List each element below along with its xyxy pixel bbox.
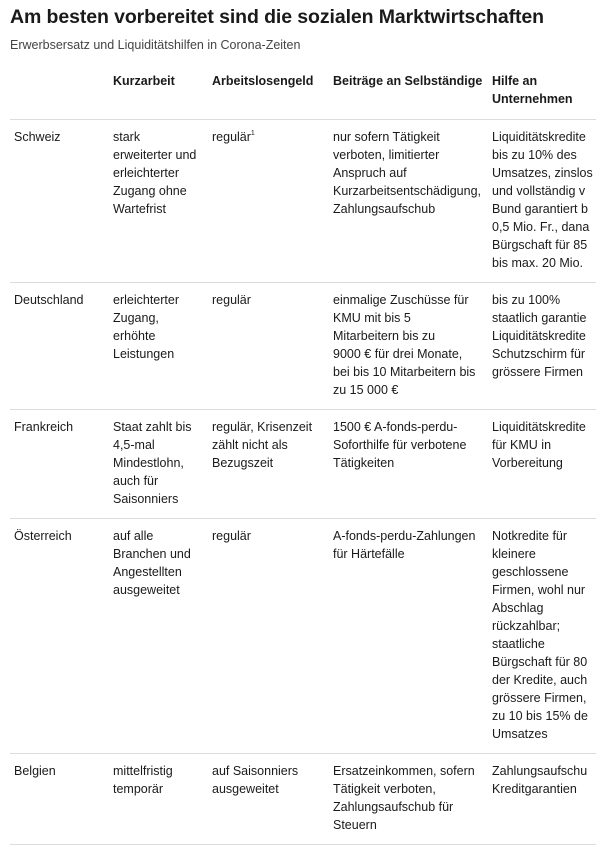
cell-kurzarbeit: mittelfristig temporär: [113, 764, 173, 796]
table-header-row: [10, 72, 596, 120]
cell-kurzarbeit: auf alle Branchen und Angestellten ausgeweitet: [113, 529, 191, 597]
cell-selbstaendige: A-fonds-perdu-Zahlungen für Härtefälle: [333, 529, 476, 561]
cell-unternehmen: Notkredite für kleinere geschlossene Firmen, wohl nur Abschlag rückzahlbar; staatliche Bürgschaft für 80 der Kredite, auch grössere Firmen, zu 10 bis 15% de Umsatzes: [492, 529, 588, 741]
header-selbstaendige: Beiträge an Selbständige: [333, 74, 483, 88]
cell-selbstaendige: einmalige Zuschüsse für KMU mit bis 5 Mitarbeitern bis zu 9000 € für drei Monate, bei bis 10 Mitarbeitern bis zu 15 000 €: [333, 293, 476, 397]
table-row-belgien: [10, 762, 596, 845]
cell-selbstaendige: Ersatzeinkommen, sofern Tätigkeit verboten, Zahlungsaufschub für Steuern: [333, 764, 475, 832]
cell-arbeitslosengeld: regulär, Krisenzeit zählt nicht als Bezugszeit: [212, 420, 313, 470]
cell-kurzarbeit: Staat zahlt bis 4,5-mal Mindestlohn, auch für Saisonniers: [113, 420, 192, 506]
cell-selbstaendige: 1500 € A-fonds-perdu- Soforthilfe für verbotene Tätigkeiten: [333, 420, 467, 470]
cell-unternehmen: Liquiditätskredite für KMU in Vorbereitung: [492, 420, 586, 470]
cell-unternehmen: bis zu 100% staatlich garantie Liquiditätskredite Schutzschirm für grössere Firmen: [492, 293, 587, 379]
table-row-deutschland: [10, 291, 596, 410]
cell-unternehmen: Liquiditätskredite bis zu 10% des Umsatzes, zinslos und vollständig v Bund garantiert b 0,5 Mio. Fr., dana Bürgschaft für 85 bis max. 20 Mio.: [492, 130, 593, 270]
cell-kurzarbeit: erleichterter Zugang, erhöhte Leistungen: [113, 293, 179, 361]
cell-country: Deutschland: [14, 293, 84, 307]
table-row-oesterreich: [10, 527, 596, 754]
header-arbeitslosengeld: Arbeitslosengeld: [212, 74, 314, 88]
cell-kurzarbeit: stark erweiterter und erleichterter Zugang ohne Wartefrist: [113, 130, 197, 216]
page-title: Am besten vorbereitet sind die sozialen Marktwirtschaften: [10, 6, 544, 28]
table-row-frankreich: [10, 418, 596, 519]
cell-country: Österreich: [14, 529, 72, 543]
cell-country: Schweiz: [14, 130, 61, 144]
measures-table: [10, 64, 596, 849]
cell-arbeitslosengeld: regulär: [212, 293, 251, 307]
page-subtitle: Erwerbsersatz und Liquiditätshilfen in Corona-Zeiten: [10, 38, 301, 52]
header-kurzarbeit: Kurzarbeit: [113, 74, 175, 88]
footnote-marker: 1: [250, 129, 255, 137]
header-unternehmen: Hilfe an Unternehmen: [492, 74, 573, 106]
cell-arbeitslosengeld: regulär: [212, 529, 251, 543]
cell-arbeitslosengeld-text: regulär: [212, 130, 251, 144]
cell-selbstaendige: nur sofern Tätigkeit verboten, limitierter Anspruch auf Kurzarbeitsentschädigung, Zahlungsaufschub: [333, 130, 482, 216]
cell-country: Belgien: [14, 764, 56, 778]
table-row-schweiz: [10, 128, 596, 283]
cell-country: Frankreich: [14, 420, 74, 434]
cell-arbeitslosengeld: [212, 128, 330, 146]
cell-arbeitslosengeld: auf Saisonniers ausgeweitet: [212, 764, 299, 796]
cell-unternehmen: Zahlungsaufschu Kreditgarantien: [492, 764, 588, 796]
